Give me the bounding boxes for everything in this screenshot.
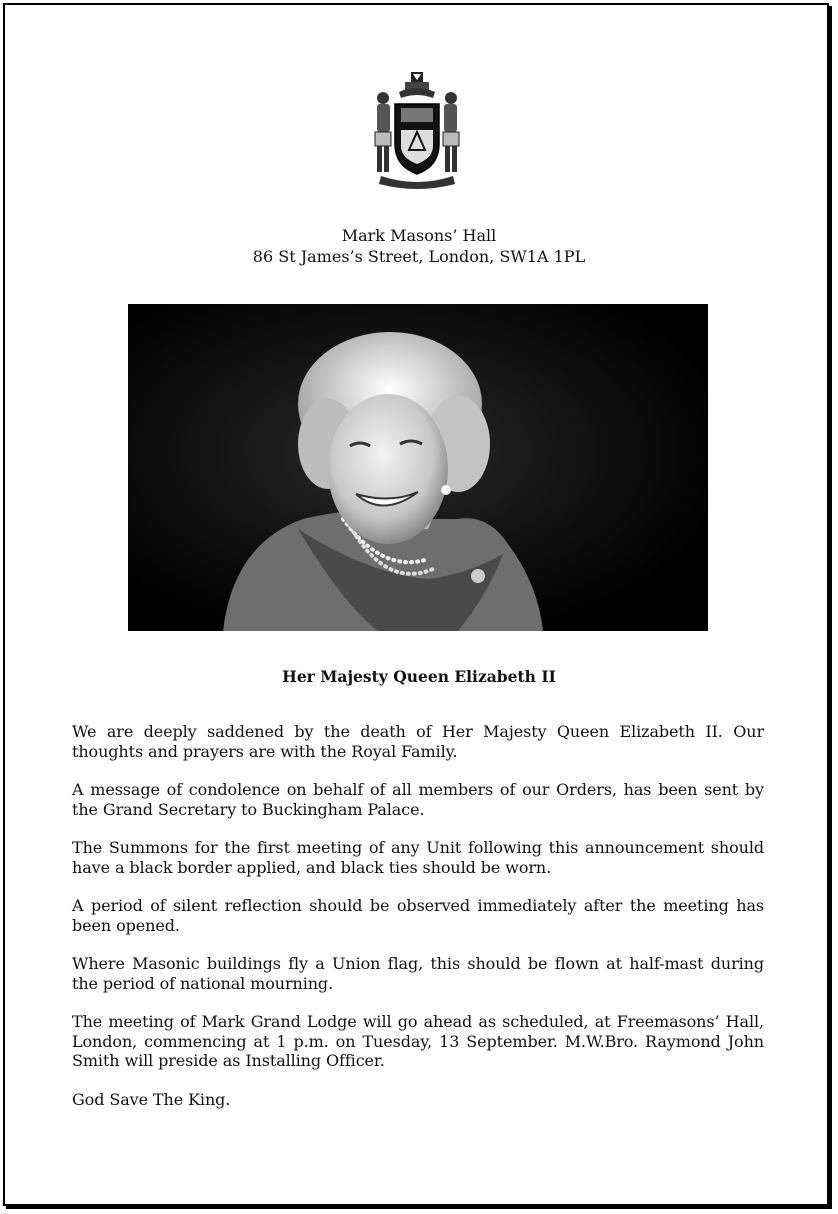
paragraph: Where Masonic buildings fly a Union flag, this should be flown at half-mast during the period of national mourning. bbox=[72, 954, 764, 993]
address-street: 86 St James’s Street, London, SW1A 1PL bbox=[252, 247, 586, 266]
paragraph: A period of silent reflection should be observed immediately after the meeting has been opened. bbox=[72, 896, 764, 935]
paragraph: The meeting of Mark Grand Lodge will go ahead as scheduled, at Freemasons’ Hall, London, commencing at 1 p.m. on Tuesday, 13 September. M.W.Bro. Raymond John Smith will preside as Installing Officer. bbox=[72, 1012, 764, 1070]
paragraph: We are deeply saddened by the death of Her Majesty Queen Elizabeth II. Our thoughts and prayers are with the Royal Family. bbox=[72, 722, 764, 761]
address-venue: Mark Masons’ Hall bbox=[341, 226, 497, 245]
paragraph: The Summons for the first meeting of any Unit following this announcement should have a black border applied, and black ties should be worn. bbox=[72, 838, 764, 877]
portrait-photo bbox=[128, 304, 708, 631]
closing-line: God Save The King. bbox=[72, 1089, 231, 1109]
announcement-body bbox=[72, 722, 764, 1128]
mark-masons-coat-of-arms-icon bbox=[367, 70, 467, 192]
page-title: Her Majesty Queen Elizabeth II bbox=[282, 667, 556, 686]
paragraph: A message of condolence on behalf of all members of our Orders, has been sent by the Grand Secretary to Buckingham Palace. bbox=[72, 780, 764, 819]
